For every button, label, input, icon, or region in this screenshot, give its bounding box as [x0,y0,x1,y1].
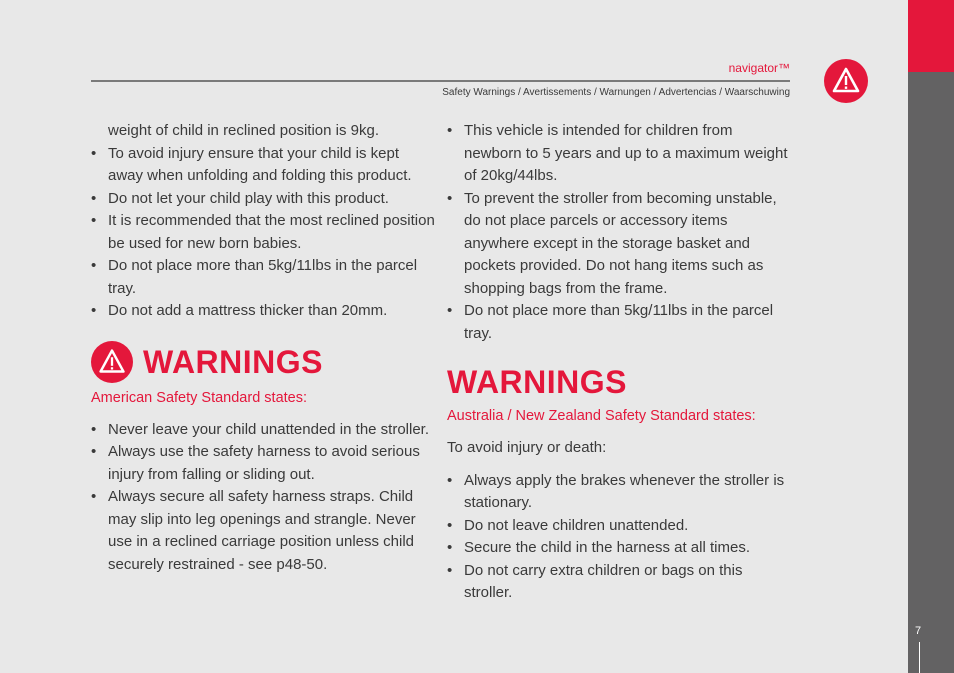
standard-bullet-list [91,419,436,577]
left-bullet-list [91,120,436,323]
brand-name: navigator™ [728,61,790,75]
standard-heading: American Safety Standard states: [91,389,307,406]
list-item: • This vehicle is intended for children from newborn to 5 years and up to a maximum weight of 20kg/44lbs. [447,120,791,188]
list-item: • It is recommended that the most reclined position be used for new born babies. [91,210,436,255]
page-number-rule [919,642,920,673]
right-bullet-list [447,120,791,345]
list-item: • Do not add a mattress thicker than 20mm. [91,300,436,323]
warning-triangle-icon [824,59,868,103]
list-item: • Do not carry extra children or bags on this stroller. [447,560,791,605]
warnings-title: WARNINGS [447,364,627,400]
list-item: • To prevent the stroller from becoming unstable, do not place parcels or accessory items anywhere except in the storage basket and pockets provided. Do not hang items such as shopping bags from the frame. [447,188,791,301]
warnings-heading [91,341,436,383]
breadcrumb: Safety Warnings / Avertissements / Warnungen / Advertencias / Waarschuwing [442,87,790,98]
list-item: • Always use the safety harness to avoid serious injury from falling or sliding out. [91,441,436,486]
list-item: • Do not place more than 5kg/11lbs in the parcel tray. [91,255,436,300]
page-number: 7 [915,625,922,637]
list-item: • To avoid injury ensure that your child is kept away when unfolding and folding this product. [91,143,436,188]
list-item: weight of child in reclined position is 9kg. [108,122,379,139]
header-rule [91,80,790,82]
warnings-title: WARNINGS [143,343,323,380]
warnings-heading [447,363,791,401]
list-item: • Never leave your child unattended in the stroller. [91,419,436,442]
list-item: • Do not leave children unattended. [447,515,791,538]
list-item: • Always apply the brakes whenever the stroller is stationary. [447,470,791,515]
intro-text: To avoid injury or death: [447,439,607,456]
list-item: • Secure the child in the harness at all times. [447,537,791,560]
side-accent-block [908,0,954,72]
left-column [91,120,436,576]
list-item: • Always secure all safety harness straps. Child may slip into leg openings and strangle. Never use in a reclined carriage position unless child securely restrained - see p48-50. [91,486,436,576]
list-item: • Do not place more than 5kg/11lbs in the parcel tray. [447,300,791,345]
standard-heading: Australia / New Zealand Safety Standard states: [447,408,756,424]
right-column [447,120,791,605]
standard-bullet-list [447,470,791,605]
warning-triangle-icon [91,341,133,383]
side-bar [908,0,954,673]
list-item: • Do not let your child play with this product. [91,188,436,211]
